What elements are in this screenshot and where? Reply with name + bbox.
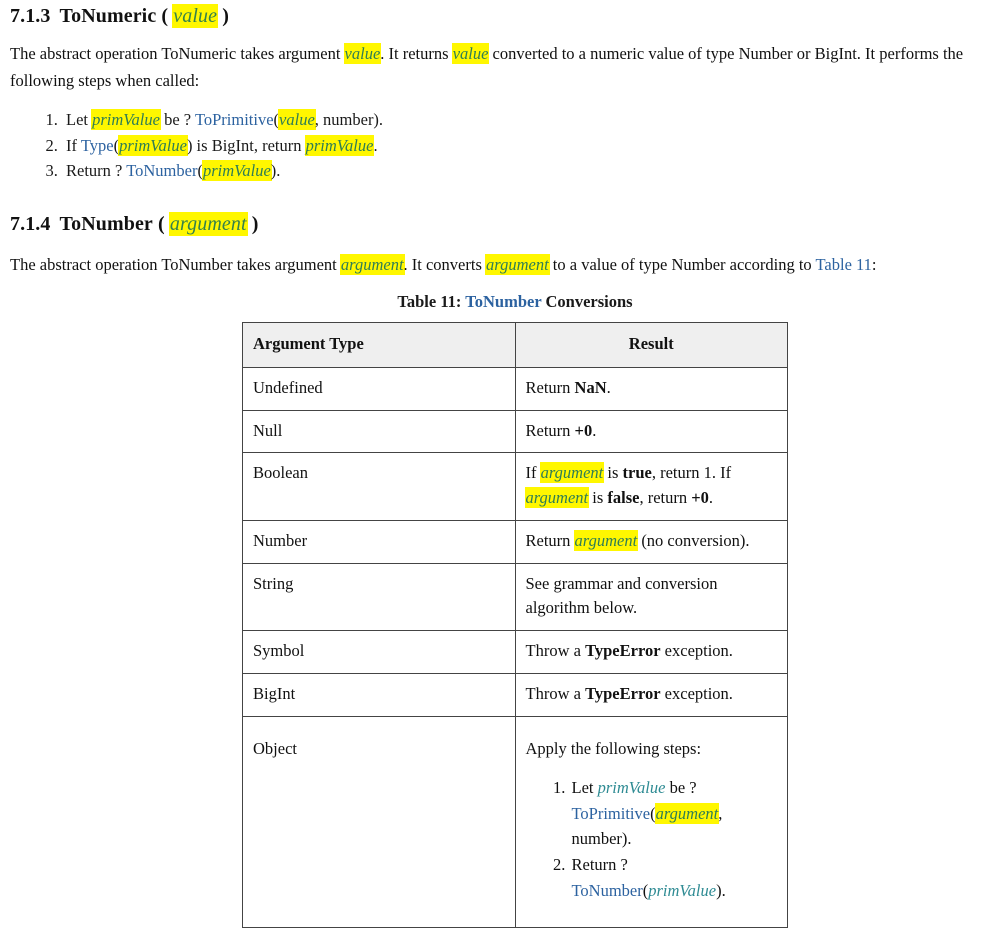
p1-var-value-1: value — [344, 44, 381, 63]
p2-var-argument-1: argument — [340, 255, 404, 274]
r3-text-1: Return — [525, 530, 575, 550]
s2-text-2: ( — [113, 135, 120, 155]
r6-text-2: exception. — [660, 683, 733, 703]
r1-bold-plus-zero: +0 — [574, 420, 593, 440]
cell-argument-type: Object — [243, 716, 516, 928]
r6-bold-typeerror: TypeError — [585, 683, 661, 703]
clause-number: 7.1.4 — [10, 213, 51, 235]
steps-list-1-block — [10, 107, 383, 184]
section-heading-7-1-3-block — [10, 4, 229, 28]
table-body — [243, 367, 788, 927]
ss2-text-3: ). — [716, 880, 726, 900]
clause-parameter: value — [173, 5, 218, 27]
table-row — [243, 631, 788, 674]
caption-suffix: Conversions — [541, 292, 633, 311]
tonumber-conversions-table — [242, 322, 788, 928]
table-11-block — [242, 292, 788, 928]
column-header-result: Result — [515, 323, 788, 368]
r2-var-argument-1: argument — [540, 463, 604, 483]
s3-text-1: Return ? — [66, 161, 127, 181]
link-toprimitive[interactable]: ToPrimitive — [194, 110, 274, 129]
paren-close: ) — [246, 213, 259, 235]
object-substeps-list — [526, 775, 780, 903]
step-item — [62, 158, 383, 184]
table-header-row — [243, 323, 788, 368]
r0-text-2: . — [606, 377, 611, 397]
link-toprimitive[interactable]: ToPrimitive — [571, 803, 651, 823]
s2-text-1: If — [66, 135, 81, 155]
clause-name: ToNumber — [59, 213, 153, 235]
object-steps-intro: Apply the following steps: — [525, 738, 702, 758]
link-tonumber-caption[interactable]: ToNumber — [465, 292, 542, 311]
link-tonumber[interactable]: ToNumber — [126, 161, 198, 181]
cell-result — [515, 631, 788, 674]
substep-item — [570, 775, 780, 852]
paragraph-2 — [10, 252, 992, 279]
table-caption — [242, 292, 788, 312]
paren-open: ( — [152, 213, 170, 235]
r0-text-1: Return — [525, 377, 575, 397]
cell-result — [515, 716, 788, 928]
section-heading-7-1-3 — [10, 4, 229, 28]
cell-argument-type: Number — [243, 520, 516, 563]
ss1-var-argument: argument — [655, 803, 719, 823]
p2-text-1: The abstract operation ToNumber takes argument — [10, 255, 341, 274]
r2-text-1: If — [525, 463, 541, 483]
r1-text-2: . — [592, 420, 597, 440]
r5-text-2: exception. — [660, 641, 733, 660]
steps-list-1 — [10, 107, 383, 184]
step-item — [62, 107, 383, 133]
s1-text-4: , number). — [314, 110, 384, 129]
r2-text-2: is — [603, 463, 623, 483]
table-row — [243, 563, 788, 631]
cell-result — [515, 673, 788, 716]
ss1-text-4: , number). — [571, 803, 723, 849]
cell-result: See grammar and conversion algorithm below. — [515, 563, 788, 631]
cell-result — [515, 453, 788, 521]
ss1-text-1: Let — [571, 778, 598, 798]
r6-text-1: Throw a — [525, 683, 586, 703]
section-heading-7-1-4 — [10, 212, 258, 236]
r2-bold-true: true — [622, 463, 652, 483]
step-item — [62, 133, 383, 159]
r2-text-4: is — [588, 488, 608, 507]
clause-name: ToNumeric — [59, 5, 157, 27]
link-table-11[interactable]: Table 11 — [815, 255, 872, 274]
s1-var-primvalue: primValue — [92, 110, 160, 129]
paren-open: ( — [156, 5, 174, 27]
clause-parameter: argument — [169, 213, 247, 235]
s3-var-primvalue: primValue — [202, 161, 271, 181]
section-heading-7-1-4-block — [10, 212, 258, 236]
cell-result — [515, 367, 788, 410]
paragraph-1 — [10, 41, 992, 94]
table-row — [243, 716, 788, 928]
substep-item — [570, 852, 780, 903]
ss1-text-3: ( — [650, 803, 656, 823]
table-row — [243, 520, 788, 563]
r1-text-1: Return — [525, 420, 575, 440]
s3-text-3: ). — [270, 161, 281, 181]
ss2-text-1: Return ? — [571, 854, 628, 874]
link-type[interactable]: Type — [80, 135, 114, 155]
s1-text-3: ( — [273, 110, 280, 129]
r2-bold-plus-zero: +0 — [691, 488, 709, 507]
r2-var-argument-2: argument — [525, 488, 589, 507]
r5-bold-typeerror: TypeError — [585, 641, 661, 660]
cell-argument-type: Undefined — [243, 367, 516, 410]
ss1-text-2: be ? — [665, 778, 697, 798]
p2-text-2: . It converts — [403, 255, 487, 274]
clause-number: 7.1.3 — [10, 5, 51, 27]
column-header-argument-type: Argument Type — [243, 323, 516, 368]
ss1-var-primvalue: primValue — [597, 778, 666, 798]
p2-text-3: to a value of type Number according to — [548, 255, 816, 274]
paragraph-2-block — [10, 252, 992, 279]
s2-text-3: ) is BigInt, return — [186, 135, 306, 155]
s2-var-primvalue-1: primValue — [119, 135, 187, 155]
table-row — [243, 673, 788, 716]
table-row — [243, 367, 788, 410]
s1-var-value: value — [279, 110, 315, 129]
cell-result — [515, 520, 788, 563]
r2-text-6: . — [708, 488, 714, 507]
paren-close: ) — [217, 5, 229, 27]
ss2-var-primvalue: primValue — [648, 880, 717, 900]
s3-text-2: ( — [197, 161, 203, 181]
p1-text-2: . It returns — [380, 44, 453, 63]
caption-prefix: Table 11: — [397, 292, 466, 311]
s2-text-4: . — [373, 135, 378, 155]
cell-result — [515, 410, 788, 453]
p1-text-1: The abstract operation ToNumeric takes argument — [10, 44, 345, 63]
r5-text-1: Throw a — [525, 641, 586, 660]
r0-bold-nan: NaN — [574, 377, 607, 397]
p2-var-argument-2: argument — [486, 255, 549, 274]
r2-text-5: , return — [639, 488, 692, 507]
table-row — [243, 453, 788, 521]
r3-text-2: (no conversion). — [637, 530, 750, 550]
cell-argument-type: Boolean — [243, 453, 516, 521]
s1-text-2: be ? — [159, 110, 195, 129]
s2-var-primvalue-2: primValue — [305, 135, 374, 155]
p1-var-value-2: value — [452, 44, 489, 63]
cell-argument-type: Symbol — [243, 631, 516, 674]
cell-argument-type: Null — [243, 410, 516, 453]
ss2-text-2: ( — [642, 880, 649, 900]
r3-var-argument: argument — [574, 530, 638, 550]
cell-argument-type: BigInt — [243, 673, 516, 716]
p2-text-4: : — [871, 255, 877, 274]
p1-text-3: converted to a numeric value of type Number or BigInt. It performs the following steps when called: — [10, 44, 964, 90]
paragraph-1-block — [10, 41, 992, 94]
cell-argument-type: String — [243, 563, 516, 631]
link-tonumber[interactable]: ToNumber — [571, 880, 643, 900]
r2-text-3: , return 1. If — [651, 463, 732, 483]
r2-bold-false: false — [607, 488, 640, 507]
table-row — [243, 410, 788, 453]
table-head — [243, 323, 788, 368]
s1-text-1: Let — [66, 110, 93, 129]
